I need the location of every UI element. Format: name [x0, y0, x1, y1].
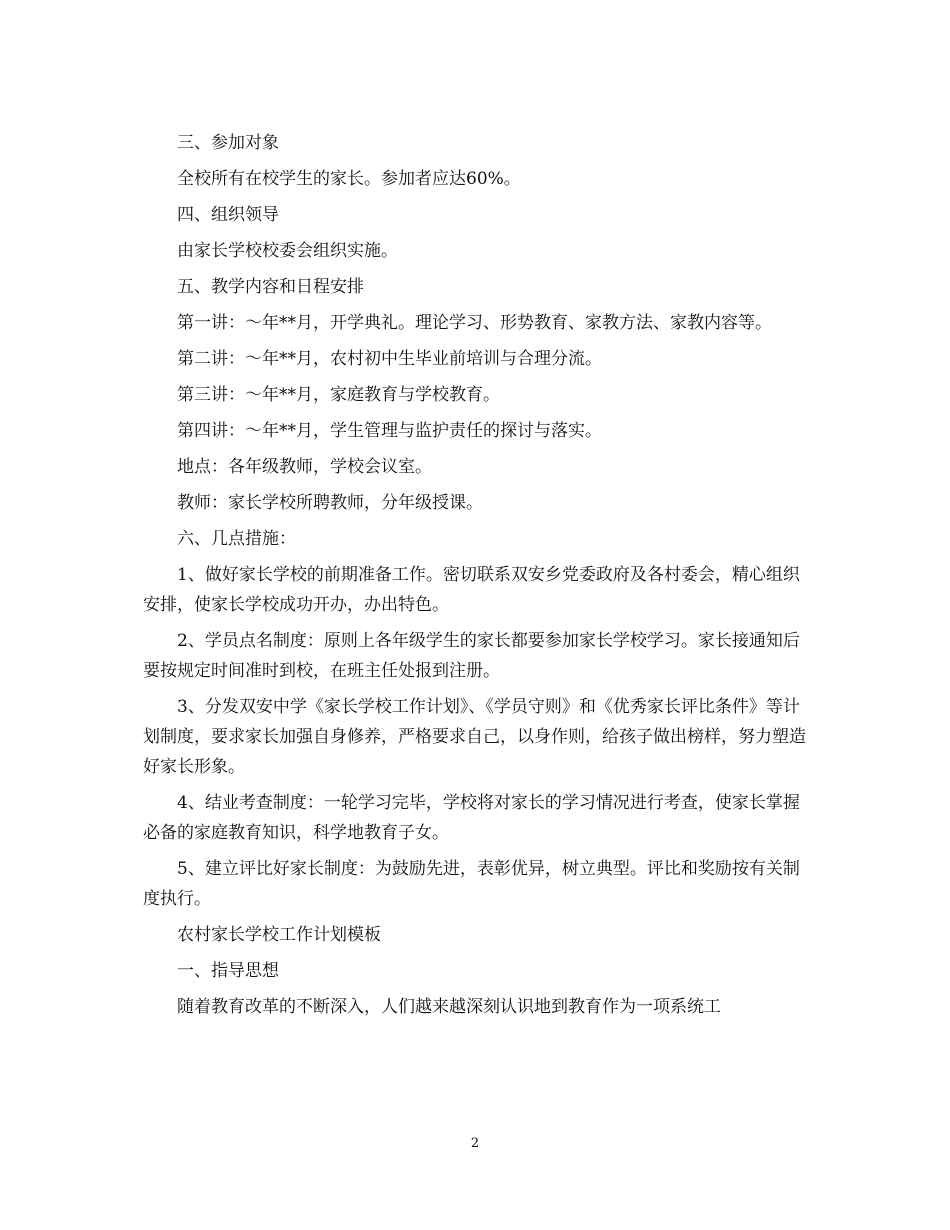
paragraph: 5、建立评比好家长制度：为鼓励先进，表彰优异，树立典型。评比和奖励按有关制度执行。 [143, 859, 800, 909]
paragraph: 第四讲：～年**月，学生管理与监护责任的探讨与落实。 [177, 421, 602, 441]
section-heading: 五、教学内容和日程安排 [177, 277, 364, 297]
section-heading: 四、组织领导 [177, 205, 279, 225]
paragraph: 第一讲：～年**月，开学典礼。理论学习、形势教育、家教方法、家教内容等。 [177, 313, 772, 333]
paragraph: 2、学员点名制度：原则上各年级学生的家长都要参加家长学校学习。家长接通知后要按规定时间准时到校，在班主任处报到注册。 [143, 631, 800, 681]
paragraph: 地点：各年级教师，学校会议室。 [177, 457, 432, 477]
page-number: 2 [470, 1136, 480, 1151]
document-body [143, 128, 808, 1028]
paragraph: 由家长学校校委会组织实施。 [177, 241, 398, 261]
paragraph: 1、做好家长学校的前期准备工作。密切联系双安乡党委政府及各村委会，精心组织安排，使家长学校成功开办，办出特色。 [143, 565, 800, 615]
paragraph: 教师：家长学校所聘教师，分年级授课。 [177, 493, 483, 513]
paragraph: 随着教育改革的不断深入，人们越来越深刻认识地到教育作为一项系统工 [177, 997, 721, 1017]
document-title: 农村家长学校工作计划模板 [177, 925, 381, 945]
paragraph: 全校所有在校学生的家长。参加者应达60%。 [177, 169, 521, 189]
paragraph: 4、结业考查制度：一轮学习完毕，学校将对家长的学习情况进行考查，使家长掌握必备的家庭教育知识，科学地教育子女。 [143, 793, 800, 843]
section-heading: 一、指导思想 [177, 961, 279, 981]
paragraph: 第三讲：～年**月，家庭教育与学校教育。 [177, 385, 500, 405]
paragraph: 第二讲：～年**月，农村初中生毕业前培训与合理分流。 [177, 349, 602, 369]
paragraph: 3、分发双安中学《家长学校工作计划》、《学员守则》和《优秀家长评比条件》等计划制度，要求家长加强自身修养，严格要求自己，以身作则，给孩子做出榜样，努力塑造好家长形象。 [143, 697, 806, 777]
section-heading: 六、几点措施： [177, 529, 296, 549]
section-heading: 三、参加对象 [177, 133, 279, 153]
